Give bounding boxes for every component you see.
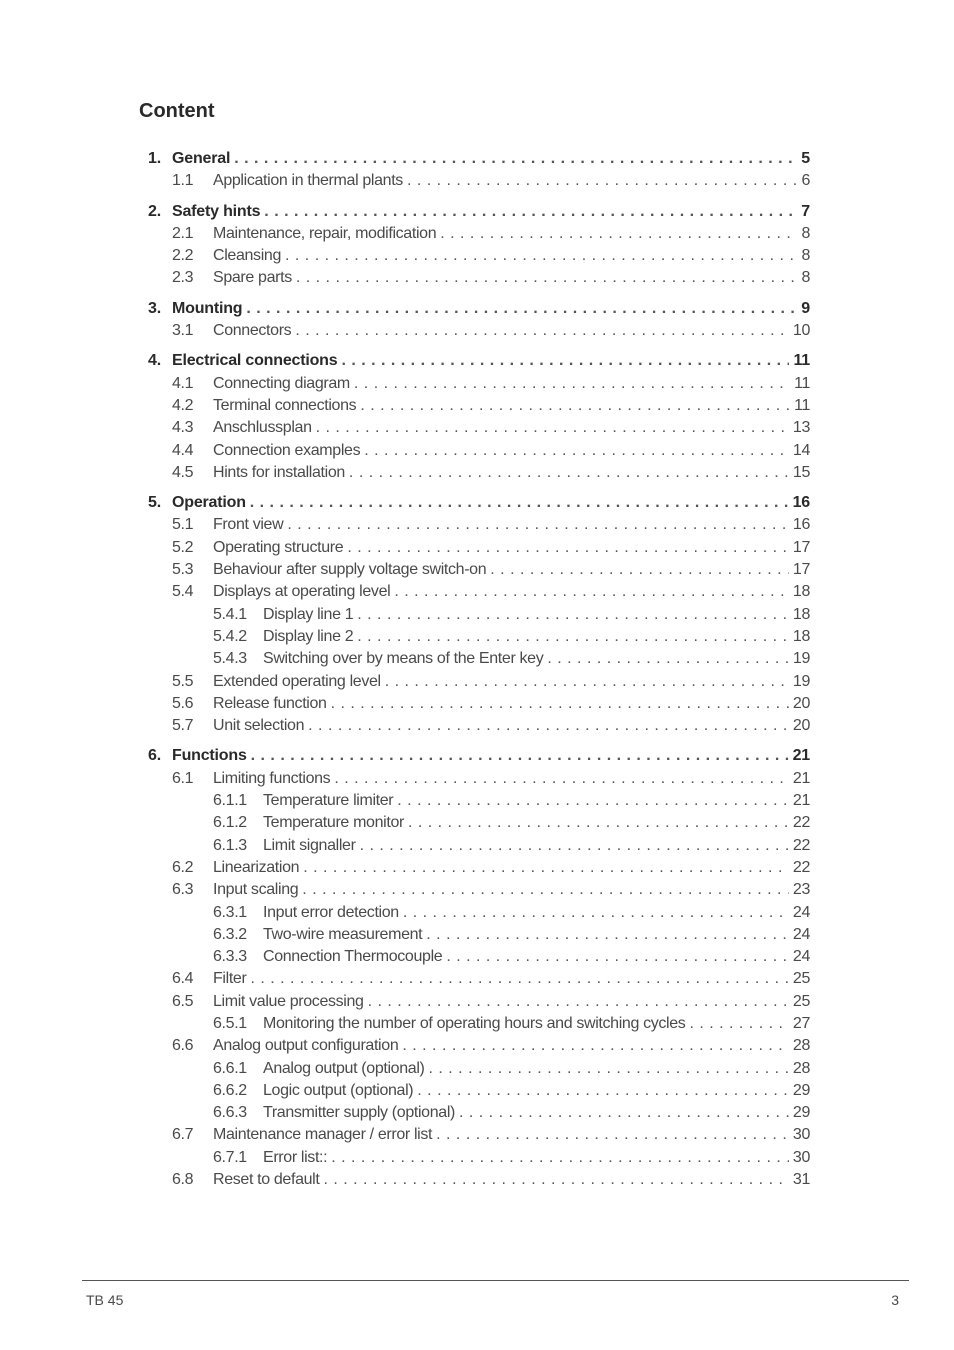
- toc-entry-label: Electrical connections: [172, 352, 338, 370]
- toc-leader-dots: [425, 1058, 789, 1080]
- toc-entry-number: 6.1.2: [213, 814, 247, 832]
- toc-leader-dots: [398, 1035, 789, 1057]
- toc-entry-number: 5.4: [172, 583, 194, 601]
- toc-entry-number: 4.1: [172, 374, 194, 392]
- toc-leader-dots: [292, 267, 798, 289]
- toc-entry-label: Display line 1: [263, 605, 354, 623]
- toc-entry-label: Connectors: [213, 322, 292, 340]
- toc-entry-label: Reset to default: [213, 1171, 320, 1189]
- toc-entry[interactable]: [148, 924, 810, 946]
- toc-leader-dots: [353, 626, 789, 648]
- toc-entry[interactable]: [148, 440, 810, 462]
- toc-entry-page: 28: [792, 1059, 810, 1077]
- toc-entry-page: 13: [792, 419, 810, 437]
- toc-entry-label: Temperature monitor: [263, 814, 404, 832]
- toc-entry-page: 24: [792, 948, 810, 966]
- toc-entry-label: Extended operating level: [213, 672, 381, 690]
- toc-entry-label: Connection examples: [213, 441, 361, 459]
- toc-leader-dots: [360, 440, 789, 462]
- toc-entry-label: Connecting diagram: [213, 374, 350, 392]
- toc-entry-label: Hints for installation: [213, 463, 345, 481]
- toc-entry[interactable]: [148, 223, 810, 245]
- toc-entry[interactable]: [148, 201, 810, 223]
- toc-entry-label: Spare parts: [213, 269, 292, 287]
- toc-entry-number: 6.1: [172, 769, 194, 787]
- toc-entry-page: 29: [792, 1104, 810, 1122]
- toc-entry-label: Transmitter supply (optional): [263, 1104, 455, 1122]
- toc-entry-page: 8: [801, 247, 810, 265]
- toc-entry-page: 18: [792, 583, 810, 601]
- toc-entry[interactable]: [148, 693, 810, 715]
- toc-leader-dots: [260, 201, 797, 223]
- toc-leader-dots: [242, 298, 797, 320]
- toc-entry-page: 21: [792, 792, 810, 810]
- toc-entry[interactable]: [148, 812, 810, 834]
- toc-entry[interactable]: [148, 298, 810, 320]
- toc-entry-page: 21: [792, 769, 810, 787]
- toc-entry[interactable]: [148, 1035, 810, 1057]
- toc-leader-dots: [455, 1102, 789, 1124]
- toc-entry[interactable]: [148, 626, 810, 648]
- toc-entry-number: 6.1.1: [213, 792, 247, 810]
- toc-entry-number: 6.2: [172, 858, 194, 876]
- toc-entry-label: Analog output (optional): [263, 1059, 425, 1077]
- toc-entry-label: Front view: [213, 516, 284, 534]
- toc-entry[interactable]: [148, 245, 810, 267]
- toc-entry-page: 17: [792, 538, 810, 556]
- toc-entry-page: 30: [792, 1148, 810, 1166]
- toc-entry-page: 10: [792, 322, 810, 340]
- toc-entry[interactable]: [148, 879, 810, 901]
- toc-leader-dots: [337, 350, 789, 372]
- toc-entry-page: 25: [792, 992, 810, 1010]
- toc-entry[interactable]: [148, 946, 810, 968]
- toc-leader-dots: [304, 715, 789, 737]
- toc-leader-dots: [436, 223, 797, 245]
- toc-entry-number: 6.6: [172, 1037, 194, 1055]
- toc-entry-label: Monitoring the number of operating hours and switching cycles: [263, 1014, 686, 1032]
- toc-entry-label: Application in thermal plants: [213, 172, 403, 190]
- toc-entry-number: 3.1: [172, 322, 194, 340]
- toc-entry-page: 23: [792, 881, 810, 899]
- toc-entry-number: 2.3: [172, 269, 194, 287]
- toc-entry[interactable]: [148, 148, 810, 170]
- toc-entry-label: Release function: [213, 694, 327, 712]
- toc-entry[interactable]: [148, 1102, 810, 1124]
- toc-entry-page: 15: [792, 463, 810, 481]
- toc-entry[interactable]: [148, 492, 810, 514]
- toc-entry[interactable]: [148, 581, 810, 603]
- toc-leader-dots: [390, 581, 789, 603]
- table-of-contents: [148, 148, 810, 1191]
- toc-leader-dots: [330, 768, 789, 790]
- toc-leader-dots: [247, 745, 789, 767]
- toc-entry-page: 18: [792, 605, 810, 623]
- toc-entry[interactable]: [148, 1013, 810, 1035]
- toc-entry-page: 22: [792, 814, 810, 832]
- toc-leader-dots: [350, 373, 790, 395]
- toc-entry-number: 6.6.1: [213, 1059, 247, 1077]
- toc-entry-page: 11: [794, 374, 810, 392]
- toc-leader-dots: [413, 1080, 789, 1102]
- toc-entry-page: 25: [792, 970, 810, 988]
- toc-entry[interactable]: [148, 857, 810, 879]
- toc-entry-page: 20: [792, 694, 810, 712]
- toc-entry-label: Functions: [172, 747, 247, 765]
- toc-entry[interactable]: [148, 514, 810, 536]
- toc-entry-label: Limit value processing: [213, 992, 364, 1010]
- toc-entry[interactable]: [148, 604, 810, 626]
- toc-leader-dots: [353, 604, 789, 626]
- toc-entry[interactable]: [148, 648, 810, 670]
- toc-leader-dots: [404, 812, 789, 834]
- toc-entry-number: 5.: [148, 494, 161, 512]
- footer-page-number: 3: [891, 1292, 899, 1308]
- toc-entry-label: Maintenance manager / error list: [213, 1126, 433, 1144]
- toc-entry-number: 5.7: [172, 717, 194, 735]
- toc-entry-number: 4.2: [172, 396, 194, 414]
- toc-entry-page: 7: [801, 202, 810, 220]
- toc-leader-dots: [543, 648, 789, 670]
- toc-entry-number: 6.8: [172, 1171, 194, 1189]
- toc-entry-number: 4.5: [172, 463, 194, 481]
- toc-entry-number: 2.1: [172, 224, 194, 242]
- toc-entry[interactable]: [148, 170, 810, 192]
- toc-entry-number: 5.4.3: [213, 650, 247, 668]
- toc-entry-page: 16: [792, 494, 810, 512]
- toc-entry-number: 2.2: [172, 247, 194, 265]
- toc-entry[interactable]: [148, 1124, 810, 1146]
- toc-leader-dots: [345, 462, 789, 484]
- toc-entry-page: 5: [801, 150, 810, 167]
- toc-entry-number: 5.6: [172, 694, 194, 712]
- toc-leader-dots: [291, 320, 789, 342]
- footer-doc-code: TB 45: [86, 1292, 124, 1308]
- toc-entry-number: 2.: [148, 202, 161, 220]
- toc-entry-label: Switching over by means of the Enter key: [263, 650, 544, 668]
- toc-entry-number: 6.3: [172, 881, 194, 899]
- toc-entry[interactable]: [148, 745, 810, 767]
- toc-entry-page: 31: [792, 1171, 810, 1189]
- footer-divider: [82, 1280, 909, 1281]
- toc-entry-label: Displays at operating level: [213, 583, 391, 601]
- toc-entry[interactable]: [148, 395, 810, 417]
- toc-entry-page: 28: [792, 1037, 810, 1055]
- toc-entry-label: General: [172, 150, 231, 167]
- toc-entry-page: 11: [793, 352, 810, 370]
- toc-leader-dots: [381, 671, 789, 693]
- toc-entry-label: Input error detection: [263, 903, 399, 921]
- toc-entry-page: 19: [792, 672, 810, 690]
- toc-entry-number: 6.: [148, 747, 161, 765]
- toc-leader-dots: [246, 968, 788, 990]
- toc-entry[interactable]: [148, 1169, 810, 1191]
- toc-entry-label: Limiting functions: [213, 769, 331, 787]
- toc-entry[interactable]: [148, 373, 810, 395]
- toc-entry-page: 6: [801, 172, 810, 190]
- toc-entry-number: 6.3.2: [213, 925, 247, 943]
- toc-entry-number: 6.4: [172, 970, 194, 988]
- toc-entry[interactable]: [148, 350, 810, 372]
- toc-entry[interactable]: [148, 671, 810, 693]
- toc-entry-label: Terminal connections: [213, 396, 357, 414]
- toc-entry[interactable]: [148, 835, 810, 857]
- toc-entry-number: 6.7: [172, 1126, 194, 1144]
- toc-entry[interactable]: [148, 267, 810, 289]
- toc-entry-label: Operation: [172, 494, 246, 512]
- toc-entry-page: 8: [801, 269, 810, 287]
- toc-entry-label: Analog output configuration: [213, 1037, 399, 1055]
- toc-leader-dots: [312, 417, 789, 439]
- toc-entry-number: 6.7.1: [213, 1148, 247, 1166]
- toc-leader-dots: [486, 559, 789, 581]
- toc-entry-label: Linearization: [213, 858, 300, 876]
- toc-entry-page: 8: [801, 224, 810, 242]
- toc-entry-page: 20: [792, 717, 810, 735]
- toc-entry-page: 17: [792, 561, 810, 579]
- toc-entry[interactable]: [148, 790, 810, 812]
- toc-entry-label: Anschlussplan: [213, 419, 312, 437]
- toc-leader-dots: [283, 514, 789, 536]
- toc-entry-number: 6.3.3: [213, 948, 247, 966]
- toc-entry-number: 5.5: [172, 672, 194, 690]
- toc-entry-label: Display line 2: [263, 627, 354, 645]
- toc-entry-label: Logic output (optional): [263, 1081, 414, 1099]
- toc-leader-dots: [403, 170, 797, 192]
- toc-entry-page: 18: [792, 627, 810, 645]
- toc-entry[interactable]: [148, 968, 810, 990]
- toc-leader-dots: [230, 148, 797, 170]
- toc-entry-number: 6.6.2: [213, 1081, 247, 1099]
- toc-leader-dots: [299, 857, 789, 879]
- toc-entry-page: 30: [792, 1126, 810, 1144]
- toc-entry-number: 5.3: [172, 561, 194, 579]
- toc-entry-number: 5.4.1: [213, 605, 247, 623]
- toc-entry-page: 19: [792, 650, 810, 668]
- toc-entry-page: 14: [792, 441, 810, 459]
- toc-entry-page: 24: [792, 925, 810, 943]
- toc-entry-page: 21: [792, 747, 810, 765]
- toc-leader-dots: [298, 879, 789, 901]
- toc-entry-number: 5.4.2: [213, 627, 247, 645]
- toc-entry-label: Mounting: [172, 299, 243, 317]
- toc-entry-number: 6.6.3: [213, 1104, 247, 1122]
- toc-entry[interactable]: [148, 320, 810, 342]
- toc-leader-dots: [246, 492, 789, 514]
- toc-leader-dots: [685, 1013, 788, 1035]
- toc-entry[interactable]: [148, 559, 810, 581]
- toc-leader-dots: [432, 1124, 789, 1146]
- toc-entry[interactable]: [148, 1058, 810, 1080]
- toc-entry-label: Input scaling: [213, 881, 299, 899]
- toc-entry[interactable]: [148, 768, 810, 790]
- toc-entry[interactable]: [148, 417, 810, 439]
- toc-entry-page: 22: [792, 858, 810, 876]
- toc-entry-number: 3.: [148, 299, 161, 317]
- toc-entry[interactable]: [148, 991, 810, 1013]
- toc-entry-number: 5.1: [172, 516, 194, 534]
- toc-leader-dots: [281, 245, 797, 267]
- toc-entry-number: 4.: [148, 352, 161, 370]
- toc-leader-dots: [327, 1147, 789, 1169]
- toc-entry-number: 6.5: [172, 992, 194, 1010]
- toc-leader-dots: [356, 395, 790, 417]
- toc-entry-label: Behaviour after supply voltage switch-on: [213, 561, 487, 579]
- toc-leader-dots: [399, 902, 789, 924]
- toc-entry-label: Cleansing: [213, 247, 282, 265]
- toc-leader-dots: [422, 924, 789, 946]
- toc-entry[interactable]: [148, 1147, 810, 1169]
- toc-entry-number: 6.1.3: [213, 836, 247, 854]
- toc-entry[interactable]: [148, 462, 810, 484]
- toc-entry-number: 6.5.1: [213, 1014, 247, 1032]
- toc-entry-label: Connection Thermocouple: [263, 948, 443, 966]
- toc-leader-dots: [356, 835, 789, 857]
- toc-entry-number: 1.1: [172, 172, 194, 190]
- toc-entry[interactable]: [148, 1080, 810, 1102]
- toc-leader-dots: [364, 991, 789, 1013]
- toc-entry-page: 11: [794, 396, 810, 414]
- toc-entry-label: Maintenance, repair, modification: [213, 224, 437, 242]
- toc-entry-number: 1.: [148, 150, 161, 167]
- toc-entry[interactable]: [148, 715, 810, 737]
- toc-leader-dots: [327, 693, 789, 715]
- toc-entry-label: Temperature limiter: [263, 792, 394, 810]
- toc-entry-page: 27: [792, 1014, 810, 1032]
- toc-leader-dots: [343, 537, 789, 559]
- toc-entry-page: 9: [801, 299, 810, 317]
- toc-entry-label: Unit selection: [213, 717, 305, 735]
- toc-entry-label: Safety hints: [172, 202, 261, 220]
- toc-entry-label: Operating structure: [213, 538, 344, 556]
- toc-entry-page: 29: [792, 1081, 810, 1099]
- toc-leader-dots: [319, 1169, 788, 1191]
- toc-leader-dots: [442, 946, 789, 968]
- toc-leader-dots: [393, 790, 789, 812]
- toc-entry-page: 16: [792, 516, 810, 534]
- toc-entry-number: 4.3: [172, 419, 194, 437]
- toc-entry-number: 6.3.1: [213, 903, 247, 921]
- toc-entry-number: 4.4: [172, 441, 194, 459]
- toc-entry-label: Filter: [213, 970, 247, 988]
- toc-entry-page: 24: [792, 903, 810, 921]
- toc-entry-label: Two-wire measurement: [263, 925, 423, 943]
- toc-entry-number: 5.2: [172, 538, 194, 556]
- page-title: Content: [139, 100, 215, 122]
- toc-entry-label: Error list::: [263, 1148, 328, 1166]
- toc-entry-label: Limit signaller: [263, 836, 356, 854]
- toc-entry-page: 22: [792, 836, 810, 854]
- toc-entry[interactable]: [148, 537, 810, 559]
- toc-entry[interactable]: [148, 902, 810, 924]
